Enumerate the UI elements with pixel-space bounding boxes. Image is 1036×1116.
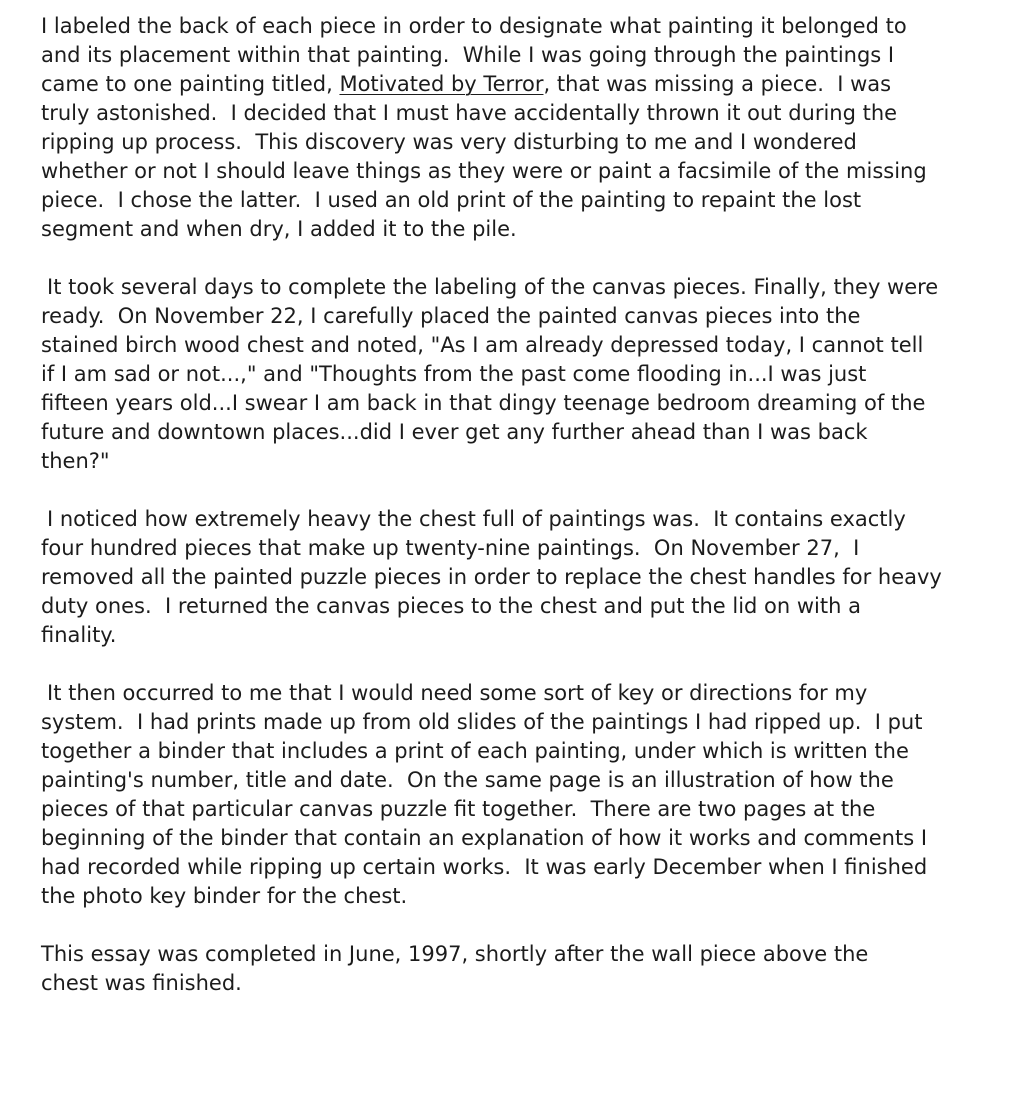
paragraph-line: if I am sad or not...," and "Thoughts from the past come flooding in...I was just: [41, 362, 867, 386]
paragraph-line: [41, 70, 1021, 99]
paragraph-line-start: came to one painting titled,: [41, 72, 340, 96]
paragraph-line: system. I had prints made up from old slides of the paintings I had ripped up. I put: [41, 710, 923, 734]
paragraph-line: piece. I chose the latter. I used an old print of the painting to repaint the lost: [41, 188, 862, 212]
paragraph-line: had recorded while ripping up certain works. It was early December when I finished: [41, 855, 928, 879]
paragraph-spacer: [41, 911, 1021, 940]
paragraph-line: ready. On November 22, I carefully placed the painted canvas pieces into the: [41, 304, 861, 328]
paragraph-line: It then occurred to me that I would need some sort of key or directions for my: [47, 681, 868, 705]
paragraph-line: painting's number, title and date. On the same page is an illustration of how the: [41, 768, 894, 792]
paragraph-4: [41, 679, 1021, 911]
paragraph-line: ripping up process. This discovery was very disturbing to me and I wondered: [41, 130, 857, 154]
paragraph-line: truly astonished. I decided that I must have accidentally thrown it out during the: [41, 101, 898, 125]
paragraph-line: and its placement within that painting. While I was going through the paintings I: [41, 43, 895, 67]
paragraph-line: then?": [41, 449, 110, 473]
paragraph-spacer: [41, 244, 1021, 273]
paragraph-line: removed all the painted puzzle pieces in order to replace the chest handles for heavy: [41, 565, 942, 589]
paragraph-2: [41, 273, 1021, 476]
document-page: [41, 12, 1021, 998]
paragraph-line: four hundred pieces that make up twenty-nine paintings. On November 27, I: [41, 536, 860, 560]
paragraph-line: pieces of that particular canvas puzzle fit together. There are two pages at the: [41, 797, 876, 821]
paragraph-line: together a binder that includes a print of each painting, under which is written the: [41, 739, 909, 763]
paragraph-line: I labeled the back of each piece in order to designate what painting it belonged to: [41, 14, 907, 38]
paragraph-line: This essay was completed in June, 1997, shortly after the wall piece above the: [41, 942, 869, 966]
paragraph-line: duty ones. I returned the canvas pieces to the chest and put the lid on with a: [41, 594, 861, 618]
paragraph-spacer: [41, 476, 1021, 505]
paragraph-line: finality.: [41, 623, 117, 647]
paragraph-1: [41, 12, 1021, 244]
paragraph-line: fifteen years old...I swear I am back in that dingy teenage bedroom dreaming of the: [41, 391, 926, 415]
paragraph-line: stained birch wood chest and noted, "As I am already depressed today, I cannot tell: [41, 333, 924, 357]
paragraph-spacer: [41, 650, 1021, 679]
paragraph-line: future and downtown places...did I ever get any further ahead than I was back: [41, 420, 868, 444]
paragraph-line-end: , that was missing a piece. I was: [543, 72, 892, 96]
paragraph-line: beginning of the binder that contain an explanation of how it works and comments I: [41, 826, 928, 850]
paragraph-line: It took several days to complete the labeling of the canvas pieces. Finally, they were: [47, 275, 939, 299]
paragraph-3: [41, 505, 1021, 650]
paragraph-5: [41, 940, 1021, 998]
paragraph-line: whether or not I should leave things as they were or paint a facsimile of the missing: [41, 159, 927, 183]
painting-title: Motivated by Terror: [339, 72, 544, 96]
paragraph-line: the photo key binder for the chest.: [41, 884, 408, 908]
paragraph-line: segment and when dry, I added it to the pile.: [41, 217, 517, 241]
paragraph-line: chest was finished.: [41, 971, 242, 995]
paragraph-line: I noticed how extremely heavy the chest full of paintings was. It contains exactly: [47, 507, 906, 531]
